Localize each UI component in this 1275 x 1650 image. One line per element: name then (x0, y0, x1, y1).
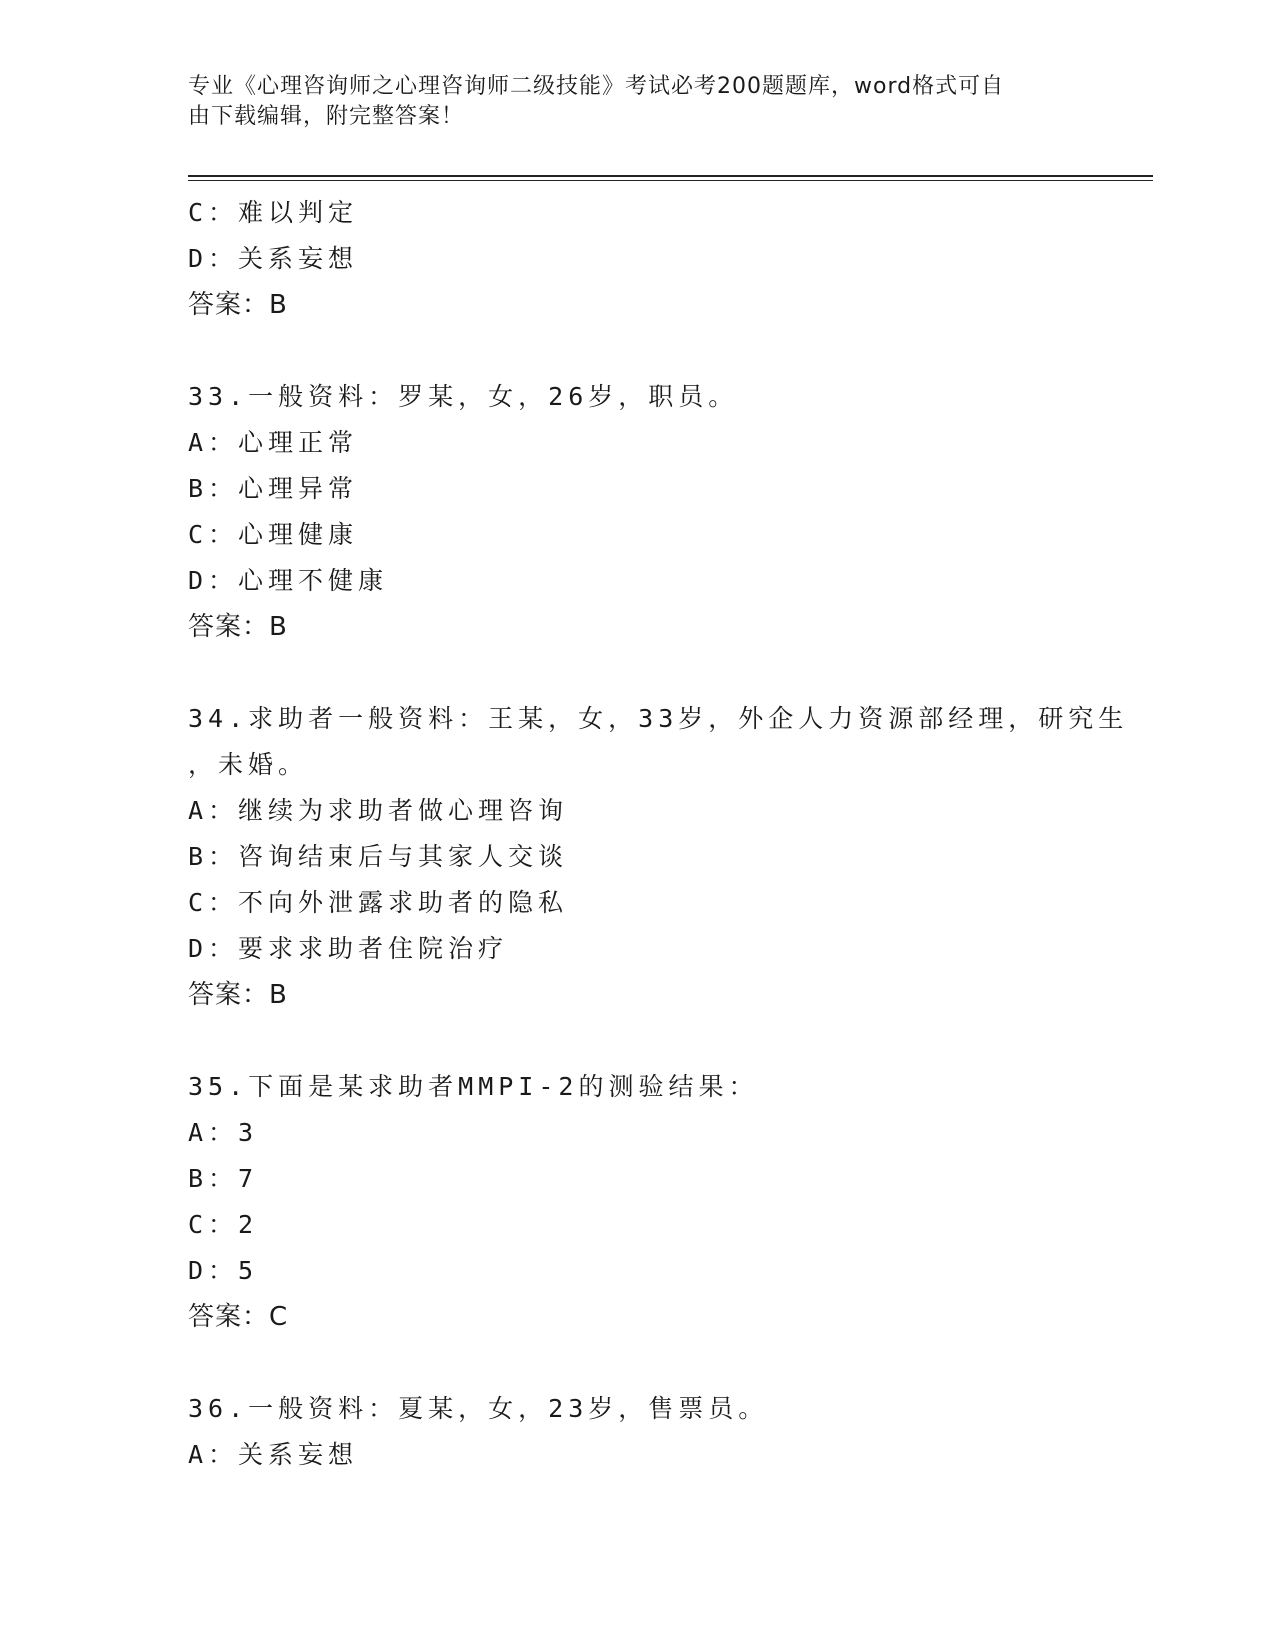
answer-line: 答案：C (188, 1302, 289, 1332)
question-block-33 (188, 374, 1088, 650)
header-line-2: 由下载编辑，附完整答案！ (188, 104, 465, 129)
option-c: C：2 (188, 1210, 259, 1239)
spacer (188, 1340, 1088, 1386)
question-block-36 (188, 1386, 1088, 1478)
question-stem: 35.下面是某求助者MMPI-2的测验结果： (188, 1072, 759, 1101)
option-b: B：7 (188, 1164, 259, 1193)
answer-line: 答案：B (188, 290, 288, 320)
question-stem: 33.一般资料：罗某，女，26岁，职员。 (188, 382, 739, 411)
option-d: D：关系妄想 (188, 244, 359, 273)
spacer (188, 650, 1088, 696)
option-d: D：要求求助者住院治疗 (188, 934, 509, 963)
question-block-34 (188, 696, 1129, 1018)
question-list (188, 190, 1129, 1478)
question-stem: 34.求助者一般资料：王某，女，33岁，外企人力资源部经理，研究生 (188, 704, 1129, 733)
document-header (188, 72, 1088, 132)
spacer (188, 328, 1088, 374)
header-divider-thin (188, 180, 1153, 181)
answer-line: 答案：B (188, 980, 288, 1010)
option-c: C：心理健康 (188, 520, 359, 549)
spacer (188, 1018, 1088, 1064)
option-a: A：心理正常 (188, 428, 359, 457)
header-divider-thick (188, 175, 1153, 177)
option-c: C：难以判定 (188, 198, 359, 227)
question-stem-continued: ，未婚。 (188, 750, 309, 779)
question-block-carryover (188, 190, 1088, 328)
option-a: A：3 (188, 1118, 259, 1147)
option-b: B：心理异常 (188, 474, 359, 503)
option-d: D：心理不健康 (188, 566, 389, 595)
option-c: C：不向外泄露求助者的隐私 (188, 888, 569, 917)
question-stem: 36.一般资料：夏某，女，23岁，售票员。 (188, 1394, 769, 1423)
option-b: B：咨询结束后与其家人交谈 (188, 842, 569, 871)
header-line-1: 专业《心理咨询师之心理咨询师二级技能》考试必考200题题库，word格式可自 (188, 74, 1005, 99)
option-a: A：继续为求助者做心理咨询 (188, 796, 569, 825)
answer-line: 答案：B (188, 612, 288, 642)
option-a: A：关系妄想 (188, 1440, 359, 1469)
question-block-35 (188, 1064, 1088, 1340)
option-d: D：5 (188, 1256, 259, 1285)
